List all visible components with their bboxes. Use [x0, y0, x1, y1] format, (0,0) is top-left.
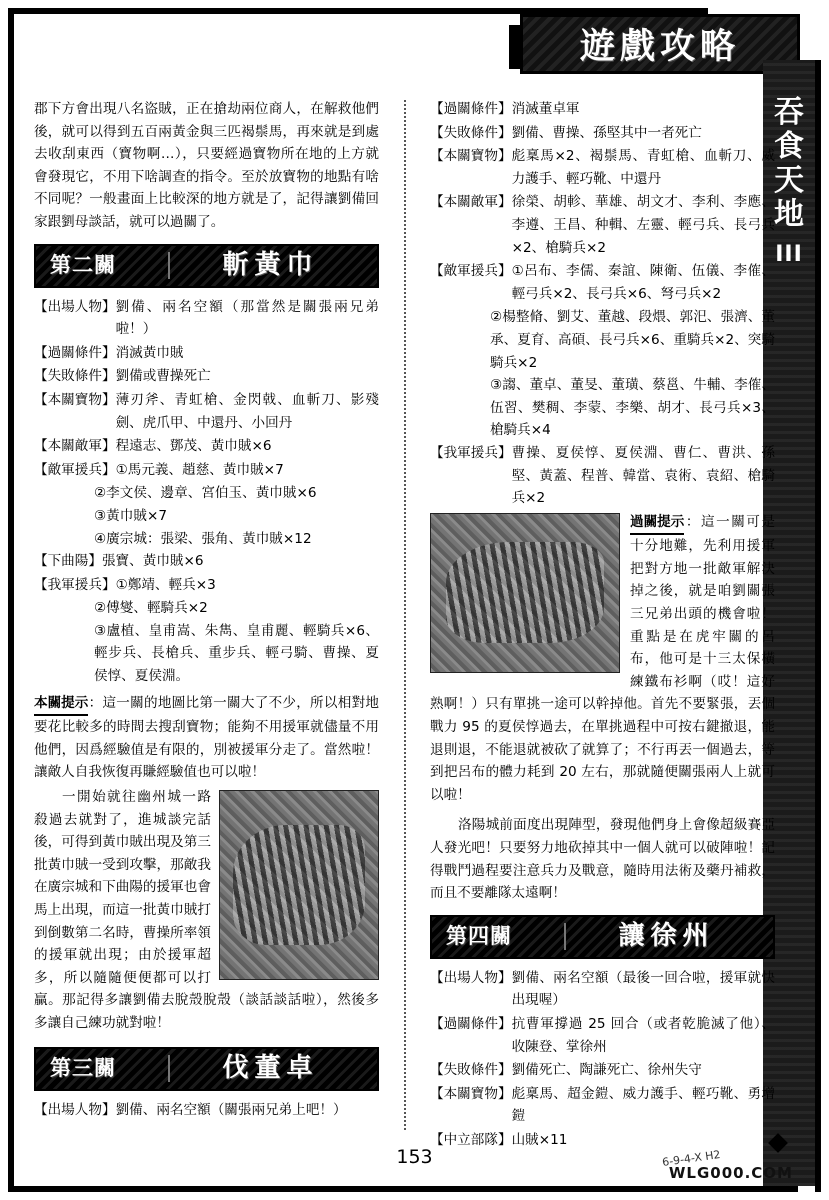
side-title-char-3: 地: [774, 197, 804, 232]
stage-3-name: 伐董卓: [168, 1055, 371, 1082]
list-item: [34, 296, 379, 341]
item-value: 劉備死亡、陶謙死亡、徐州失守: [511, 1062, 702, 1079]
list-subitem: ③謅、董卓、董旻、董璜、蔡邕、牛輔、李傕、伍習、樊稠、李蒙、李樂、胡才、長弓兵×3、槍騎兵×4: [490, 377, 775, 439]
hint-body: ：這一關可是十分地難，先利用援軍把對方地一批敵軍解決掉之後，就是咱劉關張三兄弟出頭的機會啦！重點是在虎牢關的呂布，他可是十三太保橫練鐵布衫啊（哎！這好熟啊！）只有單挑一途可以幹掉他。首先不要緊張，丟個戰力 95 的夏侯惇過去，在單挑過程中可按右鍵撤退，能退則退，不能退就被砍了就算了；不行再丟一個過去，等到把呂布的體力耗到 20 左右，那就隨便關張兩人上就可以啦！: [430, 513, 775, 803]
frame-border-left: [8, 8, 14, 1192]
hint-heading: 過關提示: [630, 511, 684, 536]
item-label: 【過關條件】: [430, 101, 512, 117]
side-title-char-0: 吞: [774, 95, 804, 130]
stage-3-final-paragraph: 洛陽城前面度出現陣型，發現他們身上會像超級賽亞人發光吧！只要努力地砍掉其中一個人就可以破陣啦！記得戰鬥過程要注意兵力及戰意，隨時用法術及藥丹補救，而且不要離隊太遠啊！: [430, 817, 775, 902]
item-label: 【過關條件】: [34, 344, 116, 361]
item-label: 【敵軍援兵】: [34, 461, 116, 478]
item-value: 薄刃斧、青虹槍、金閃戟、血斬刀、影殘劍、虎爪甲、中還丹、小回丹: [115, 391, 379, 431]
page-number: 153: [396, 1146, 433, 1168]
frame-border-right: [815, 60, 821, 1192]
side-title-char-2: 天: [774, 163, 804, 198]
item-value: 程遠志、鄧茂、黃巾賊×6: [115, 438, 272, 455]
item-label: 【本關敵軍】: [430, 194, 512, 211]
stage-4-name: 讓徐州: [564, 923, 767, 950]
list-item: [430, 191, 775, 259]
list-item: [430, 967, 775, 1012]
hint-body: ：這一關的地圖比第一關大了不少，所以相對地要花比較多的時間去搜刮寶物；能夠不用援軍就儘量不用他們，因爲經驗值是有限的，別被援軍分走了。當然啦！讓敵人自我恢復再賺經驗值也可以啦！: [34, 694, 379, 781]
list-item: [34, 574, 379, 597]
item-value: 劉備、曹操、孫堅其中一者死亡: [511, 124, 702, 141]
list-subitem: ④廣宗城：張梁、張角、黃巾賊×12: [94, 530, 312, 547]
game-screenshot-left: [219, 790, 379, 980]
item-value: 彪稟馬×2、褐鬃馬、青虹槍、血斬刀、威力護手、輕巧靴、中還丹: [511, 148, 775, 187]
item-value: ①鄭靖、輕兵×3: [115, 576, 216, 593]
item-label: 【失敗條件】: [430, 124, 512, 141]
item-label: 【出場人物】: [34, 1101, 116, 1118]
stage-3-banner: [34, 1047, 379, 1091]
header-banner: [520, 14, 800, 74]
item-label: 【本關寶物】: [430, 148, 512, 165]
list-item: [34, 550, 379, 573]
item-value: 消滅黃巾賊: [115, 344, 184, 361]
item-value: 劉備、兩名空額（那當然是關張兩兄弟啦！）: [115, 298, 379, 338]
item-label: 【出場人物】: [430, 969, 512, 986]
watermark: WLG000.COM: [668, 1164, 793, 1182]
item-value: 劉備、兩名空額（最後一回合啦，援軍就快出現喔）: [511, 969, 775, 1009]
list-item: [34, 389, 379, 434]
item-value: 曹操、夏侯惇、夏侯淵、曹仁、曹洪、孫堅、黃蓋、程普、韓當、袁術、袁紹、槍騎兵×2: [511, 444, 775, 507]
side-title-roman: III: [775, 242, 803, 267]
list-subitem: ②李文侯、邊章、宮伯玉、黃巾賊×6: [94, 485, 317, 502]
header-title: 遊戲攻略: [579, 27, 740, 67]
list-subitem: ②傅燮、輕騎兵×2: [94, 600, 208, 617]
list-item: [430, 442, 775, 510]
item-label: 【下曲陽】: [34, 553, 102, 570]
item-label: 【敵軍援兵】: [430, 263, 512, 280]
list-item: [430, 1083, 775, 1128]
item-value: 消滅董卓軍: [511, 101, 580, 117]
item-label: 【我軍援兵】: [34, 576, 116, 593]
item-label: 【本關寶物】: [34, 391, 116, 408]
item-label: 【失敗條件】: [430, 1062, 512, 1079]
item-label: 【我軍援兵】: [430, 444, 512, 461]
list-item: [34, 342, 379, 365]
list-item: [430, 122, 775, 145]
stage-4-number: 第四關: [446, 924, 512, 949]
column-divider: [404, 100, 406, 1130]
list-item: [34, 435, 379, 458]
left-column: [34, 98, 379, 1122]
list-item: [34, 365, 379, 388]
right-column: [430, 98, 775, 1153]
item-label: 【中立部隊】: [430, 1131, 512, 1148]
stage-2-number: 第二關: [50, 253, 116, 278]
item-value: 劉備或曹操死亡: [115, 368, 211, 385]
item-label: 【本關敵軍】: [34, 438, 116, 455]
list-item: [430, 145, 775, 190]
item-value: 劉備、兩名空額（關張兩兄弟上吧！）: [115, 1101, 347, 1118]
list-subitem: ③盧植、皇甫嵩、朱雋、皇甫麗、輕騎兵×6、輕步兵、長槍兵、重步兵、輕弓騎、曹操、夏侯惇、夏侯淵。: [94, 622, 379, 685]
footer-scribble: 6-9-4-X H2: [661, 1147, 722, 1170]
list-item: [430, 1059, 775, 1082]
list-item: [430, 98, 775, 121]
hint-heading: 本關提示: [34, 692, 88, 717]
stage-4-banner: [430, 915, 775, 959]
list-item: [430, 1013, 775, 1058]
item-label: 【本關寶物】: [430, 1085, 512, 1102]
item-label: 【過關條件】: [430, 1015, 512, 1032]
item-value: ①呂布、李儒、秦誼、陳衛、伍儀、李傕、輕弓兵×2、長弓兵×6、弩弓兵×2: [511, 263, 775, 302]
list-item: [34, 459, 379, 482]
stage-2-hint: [34, 692, 379, 784]
item-label: 【失敗條件】: [34, 368, 116, 385]
item-value: 徐榮、胡軫、華雄、胡文才、李利、李應、李遵、王昌、种輯、左靈、輕弓兵、長弓兵×2、槍騎兵×2: [511, 194, 775, 256]
stage-2-banner: [34, 244, 379, 288]
frame-border-bottom: [8, 1186, 798, 1192]
item-value: 抗曹軍撐過 25 回合（或者乾脆滅了他）、收陳登、掌徐州: [511, 1015, 775, 1055]
list-subitem: ③黃巾賊×7: [94, 507, 168, 524]
list-item: [430, 260, 775, 305]
game-screenshot-right: [430, 513, 620, 673]
stage-3-number: 第三關: [50, 1056, 116, 1081]
list-item: [34, 1099, 379, 1122]
item-value: 張寶、黃巾賊×6: [101, 553, 204, 570]
list-subitem: ②楊整脩、劉艾、董越、段煨、郭汜、張濟、董承、夏育、高碩、長弓兵×6、重騎兵×2、突騎騎兵×2: [490, 309, 775, 371]
side-title-char-1: 食: [774, 129, 804, 164]
intro-paragraph: 郡下方會出現八名盜賊，正在搶劫兩位商人，在解救他們後，就可以得到五百兩黃金與三匹褐鬃馬，再來就是到處去收刮東西（寶物啊…），只要經過寶物所在地的上方就會發現它，不用下啥調查的指令。至於放寶物的地點有啥不同呢？一般畫面上比較深的地方就是了，記得讓劉備回家跟劉母談話，就可以過關了。: [34, 101, 379, 230]
item-value: ①馬元義、趙慈、黃巾賊×7: [115, 461, 284, 478]
item-value: 山賊×11: [511, 1131, 568, 1148]
stage-2-paragraph-2: 一開始就往幽州城一路殺過去就對了，進城談完話後，可得到黃巾賊出現及第三批黃巾賊一受到攻擊，那敵我在廣宗城和下曲陽的援軍也會馬上出現，而這一批黃巾賊打到倒數第二名時，曹操所率領的援軍就出現；由於援軍超多，所以隨隨便便都可以打贏。那記得多讓劉備去脫殼脫殼（談話談話啦），然後多多讓自己練功就對啦！: [34, 789, 379, 1031]
item-label: 【出場人物】: [34, 298, 116, 315]
item-value: 彪稟馬、超金鎧、威力護手、輕巧靴、勇增鎧: [511, 1085, 775, 1125]
stage-2-name: 斬黃巾: [168, 252, 371, 279]
